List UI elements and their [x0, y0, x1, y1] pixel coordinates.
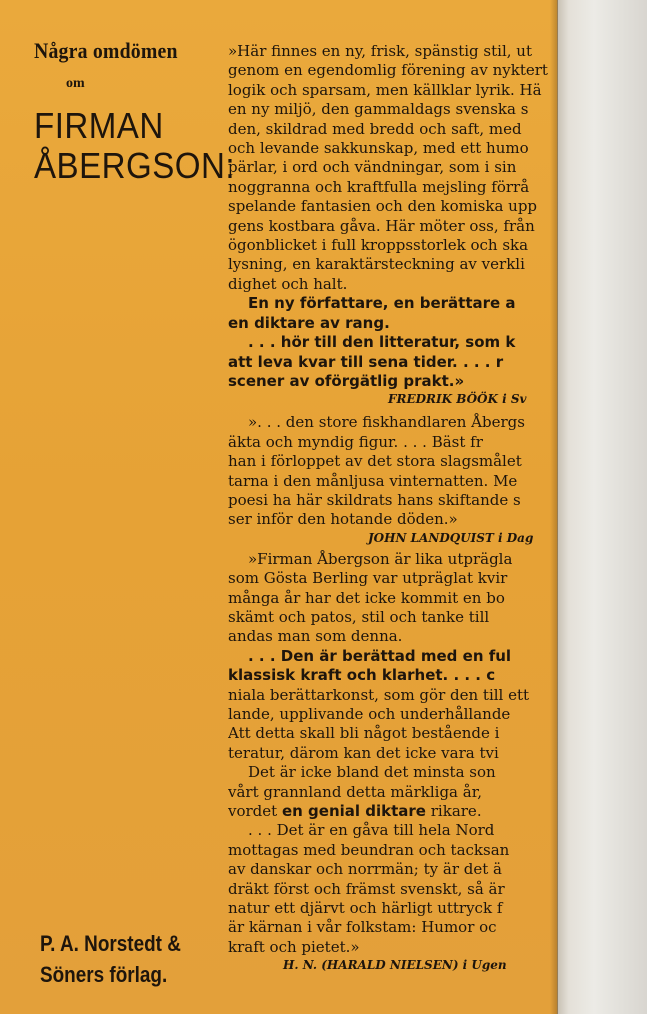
review-bold-line: klassisk kraft och klarhet. . . . c: [228, 666, 496, 685]
review-line: niala berättarkonst, som gör den till ett: [228, 685, 530, 704]
vordet-prefix: vordet: [228, 802, 278, 821]
review-line: och levande sakkunskap, med ett humo: [228, 139, 529, 158]
review-line: av danskar och norrmän; ty är det ä: [228, 860, 502, 879]
review-line: »Här finnes en ny, frisk, spänstig stil, ut: [228, 42, 532, 60]
review-line: gens kostbara gåva. Här möter oss, från: [228, 216, 535, 235]
heading: Några omdömen: [34, 38, 178, 63]
review-line: är kärnan i vår folkstam: Humor oc: [228, 918, 497, 937]
next-page-edge: [557, 0, 647, 1014]
review-line: spelande fantasien och den komiska upp: [228, 197, 538, 216]
review-bold-line: scener av oförgätlig prakt.»: [228, 371, 465, 390]
review-line: Att detta skall bli något bestående i: [228, 724, 500, 743]
publisher-line2: Söners förlag.: [40, 962, 168, 987]
review-line: »Firman Åbergson är lika utprägla: [248, 549, 513, 568]
review-source: FREDRIK BÖÖK i Sv: [388, 392, 527, 407]
publisher-line1: P. A. Norstedt &: [40, 931, 181, 956]
review-line: ser inför den hotande döden.»: [228, 510, 458, 529]
review-bold-line: En ny författare, en berättare a: [248, 294, 516, 313]
vordet-suffix: rikare.: [430, 802, 482, 821]
review-line: natur ett djärvt och härligt uttryck f: [228, 899, 503, 918]
review-line: teratur, därom kan det icke vara tvi: [228, 743, 499, 762]
publisher: [40, 928, 181, 990]
review-line: Det är icke bland det minsta son: [248, 763, 496, 782]
review-source: JOHN LANDQUIST i Dag: [368, 530, 534, 545]
review-line: han i förloppet av det stora slagsmålet: [228, 452, 522, 471]
review-line: genom en egendomlig förening av nyktert: [228, 61, 548, 80]
review-line: många år har det icke kommit en bo: [228, 588, 505, 607]
review-line: ». . . den store fiskhandlaren Åbergs: [248, 413, 525, 432]
review-line: kraft och pietet.»: [228, 937, 360, 956]
review-line: mottagas med beundran och tacksan: [228, 840, 510, 859]
review-bold-line: en diktare av rang.: [228, 313, 390, 332]
om-label: om: [66, 76, 85, 91]
review-bold-line: . . . Den är berättad med en ful: [248, 646, 512, 665]
review-line: dräkt först och främst svenskt, så är: [228, 879, 505, 898]
firm-title: [34, 105, 236, 186]
review-line: en ny miljö, den gammaldags svenska s: [228, 100, 529, 119]
reviews-column: [228, 42, 568, 973]
firm-title-line2: ÅBERGSON:: [34, 145, 236, 186]
review-line: dighet och halt.: [228, 274, 348, 293]
review-line: andas man som denna.: [228, 627, 403, 646]
review-line: poesi ha här skildrats hans skiftande s: [228, 490, 521, 509]
review-line: ögonblicket i full kroppsstorlek och ska: [228, 236, 529, 255]
review-line: vårt grannland detta märkliga år,: [228, 782, 483, 801]
review-line: äkta och myndig figur. . . . Bäst fr: [228, 432, 483, 451]
review-source: H. N. (HARALD NIELSEN) i Ugen: [283, 958, 507, 973]
review-bold-line: . . . hör till den litteratur, som k: [248, 333, 516, 352]
review-line: som Gösta Berling var utpräglat kvir: [228, 569, 508, 588]
firm-title-line1: FIRMAN: [34, 105, 164, 146]
review-bold-line: att leva kvar till sena tider. . . . r: [228, 352, 504, 371]
review-line: pärlar, i ord och vändningar, som i sin: [228, 158, 517, 177]
left-column: [34, 38, 236, 186]
review-line: lysning, en karaktärsteckning av verkli: [228, 255, 525, 274]
review-2: [228, 413, 568, 545]
vordet-bold: en genial diktare: [281, 802, 426, 821]
review-line: tarna i den månljusa vinternatten. Me: [228, 471, 518, 490]
review-line: lande, upplivande och underhållande: [228, 705, 511, 723]
review-1: [228, 42, 568, 407]
review-line: . . . Det är en gåva till hela Nord: [248, 821, 495, 840]
review-3: [228, 550, 568, 974]
review-line: noggranna och kraftfulla mejsling förrå: [228, 177, 530, 196]
review-line-vordet: [228, 802, 568, 821]
review-line: den, skildrad med bredd och saft, med: [228, 119, 522, 138]
review-line: skämt och patos, stil och tanke till: [228, 607, 490, 626]
review-line: logik och sparsam, men källklar lyrik. Hä: [228, 80, 542, 99]
